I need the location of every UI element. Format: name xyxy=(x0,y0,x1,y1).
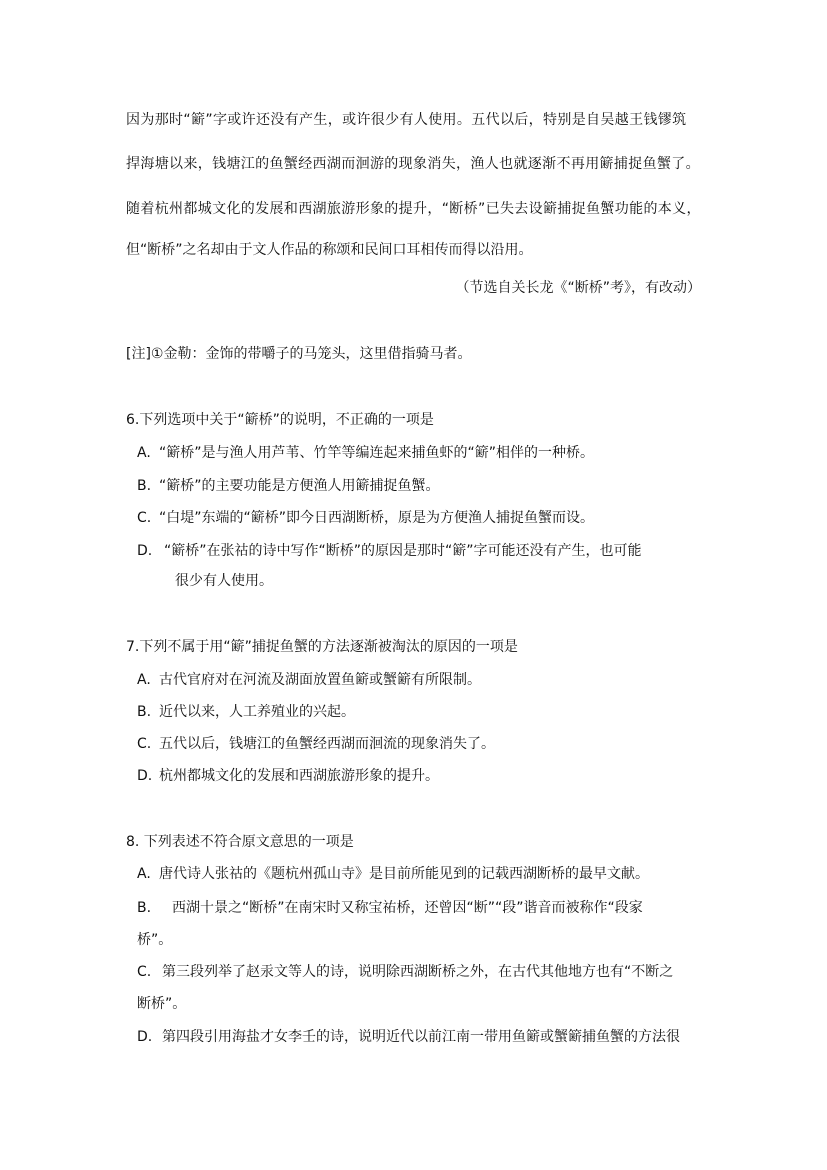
option-text: 唐代诗人张祜的《题杭州孤山寺》是目前所能见到的记载西湖断桥的最早文献。 xyxy=(159,866,649,882)
option-label: C. xyxy=(137,510,152,526)
option-text-continued: 断桥”。 xyxy=(137,996,187,1012)
option-text: “白堤”东端的“簖桥”即今日西湖断桥，原是为方便渔人捕捉鱼蟹而设。 xyxy=(159,510,595,526)
option-label: A. xyxy=(137,445,151,461)
question-stem: 7.下列不属于用“簖”捕捉鱼蟹的方法逐渐被淘汰的原因的一项是 xyxy=(126,639,518,655)
option-label: B. xyxy=(137,478,152,494)
option-label: C. xyxy=(137,964,152,980)
option-label: B. xyxy=(137,704,152,720)
passage-line: 因为那时“簖”字或许还没有产生，或许很少有人使用。五代以后，特别是自吴越王钱镠筑 xyxy=(126,112,687,128)
option-label: D. xyxy=(137,543,153,559)
option-label: D. xyxy=(137,768,153,784)
option-text-continued: 桥”。 xyxy=(137,932,173,948)
option-text: 第四段引用海盐才女李壬的诗，说明近代以前江南一带用鱼簖或蟹簖捕鱼蟹的方法很 xyxy=(162,1029,680,1045)
option-label: A. xyxy=(137,866,151,882)
option-label: D. xyxy=(137,1029,153,1045)
footnote: [注]①金勒：金饰的带嚼子的马笼头，这里借指骑马者。 xyxy=(126,346,472,362)
option-text: “簖桥”在张祜的诗中写作“断桥”的原因是那时“簖”字可能还没有产生，也可能 xyxy=(164,543,642,559)
question-stem: 8. 下列表述不符合原文意思的一项是 xyxy=(126,834,354,850)
option-text: 第三段列举了赵汞文等人的诗，说明除西湖断桥之外，在古代其他地方也有“不断之 xyxy=(162,964,674,980)
passage-line: 但“断桥”之名却由于文人作品的称颂和民间口耳相传而得以沿用。 xyxy=(126,242,533,258)
option-text: 近代以来，人工养殖业的兴起。 xyxy=(159,704,355,720)
option-text-continued: 很少有人使用。 xyxy=(175,573,273,589)
option-text: 五代以后，钱塘江的鱼蟹经西湖而洄流的现象消失了。 xyxy=(159,736,495,752)
option-text: 古代官府对在河流及湖面放置鱼簖或蟹簖有所限制。 xyxy=(159,672,481,688)
source-citation: （节选自关长龙《“断桥”考》，有改动） xyxy=(455,280,701,296)
option-text: 西湖十景之“断桥”在南宋时又称宝祐桥，还曾因“断”“段”谐音而被称作“段家 xyxy=(172,900,643,916)
question-stem: 6.下列选项中关于“簖桥”的说明，不正确的一项是 xyxy=(126,412,434,428)
passage-line: 捍海塘以来，钱塘江的鱼蟹经西湖而洄游的现象消失，渔人也就逐渐不再用簖捕捉鱼蟹了。 xyxy=(126,156,700,172)
option-label: C. xyxy=(137,736,152,752)
option-text: “簖桥”的主要功能是方便渔人用簖捕捉鱼蟹。 xyxy=(159,478,440,494)
passage-line: 随着杭州都城文化的发展和西湖旅游形象的提升，“断桥”已失去设簖捕捉鱼蟹功能的本义， xyxy=(126,201,701,217)
option-text: 杭州都城文化的发展和西湖旅游形象的提升。 xyxy=(159,768,439,784)
option-label: B. xyxy=(137,900,152,916)
option-text: “簖桥”是与渔人用芦苇、竹竿等编连起来捕鱼虾的“簖”相伴的一种桥。 xyxy=(159,445,595,461)
option-label: A. xyxy=(137,672,151,688)
